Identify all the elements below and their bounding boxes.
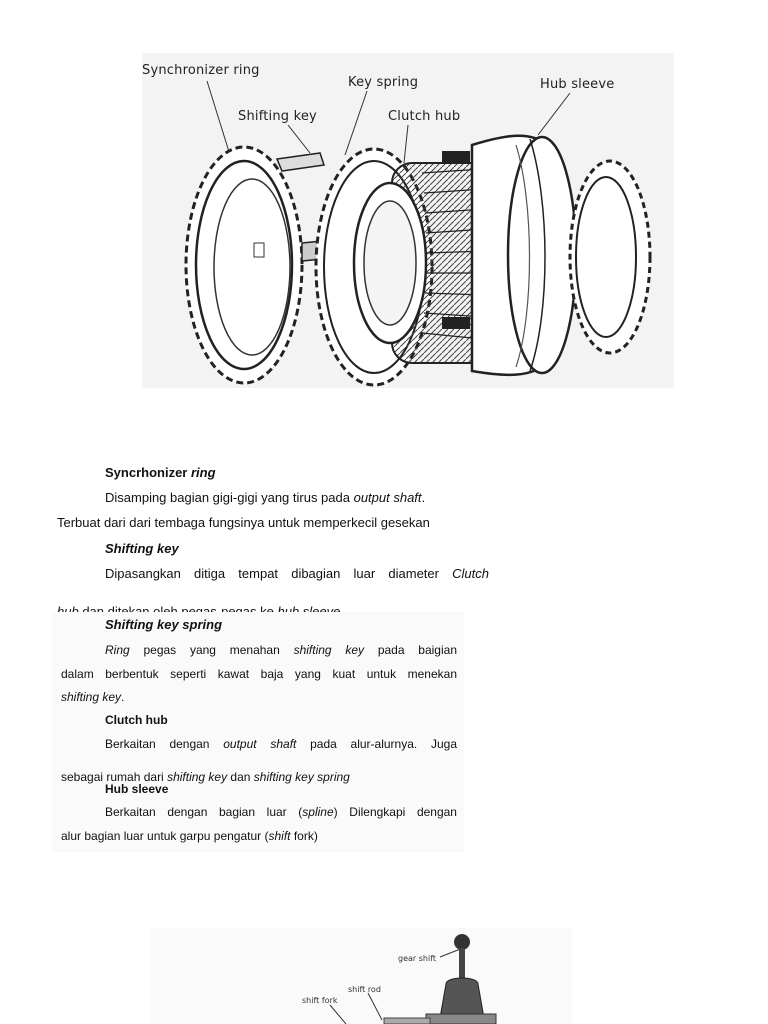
shifting-key-description-line-1: Dipasangkan ditiga tempat dibagian luar diameter Clutch — [105, 566, 489, 581]
synchronizer-ring-right — [570, 161, 650, 353]
label-key-spring: Key spring — [348, 75, 419, 90]
synchronizer-description-line-1: Disamping bagian gigi-gigi yang tirus pada output shaft. — [105, 490, 426, 505]
synchronizer-description-line-2: Terbuat dari dari tembaga fungsinya untuk memperkecil gesekan — [57, 515, 430, 530]
section-heading-shifting-key: Shifting key — [105, 541, 179, 556]
gear-shift-drawing — [150, 928, 572, 1024]
label-gear-shift: gear shift — [398, 954, 437, 963]
shifting-key-spring-line-3: shifting key. — [61, 690, 125, 704]
hub-sleeve-line-2: alur bagian luar untuk garpu pengatur (shift fork) — [61, 829, 318, 843]
gear-shift-figure — [150, 928, 572, 1024]
label-shifting-key: Shifting key — [238, 109, 317, 124]
label-hub-sleeve: Hub sleeve — [540, 77, 615, 92]
label-shift-rod: shift rod — [348, 985, 381, 994]
shifting-key-spring-line-1: Ring pegas yang menahan shifting key pada baigian — [105, 643, 457, 657]
gear-shift-knob — [454, 934, 470, 950]
section-heading-clutch-hub: Clutch hub — [105, 713, 168, 727]
clutch-hub-line-2: sebagai rumah dari shifting key dan shifting key spring — [61, 770, 350, 784]
label-shift-fork: shift fork — [302, 996, 338, 1005]
section-heading-synchronizer-ring: Syncrhonizer ring — [105, 465, 216, 480]
label-synchronizer-ring: Synchronizer ring — [142, 63, 260, 78]
section-heading-shifting-key-spring: Shifting key spring — [105, 617, 223, 632]
hub-sleeve-line-1: Berkaitan dengan bagian luar (spline) Dilengkapi dengan — [105, 805, 457, 819]
synchronizer-drawing — [142, 53, 674, 388]
synchronizer-ring-left — [186, 147, 302, 383]
shifting-key-spring-line-2: dalam berbentuk seperti kawat baja yang kuat untuk menekan — [61, 667, 457, 681]
section-heading-hub-sleeve: Hub sleeve — [105, 782, 169, 796]
clutch-hub-line-1: Berkaitan dengan output shaft pada alur-alurnya. Juga — [105, 737, 458, 751]
label-clutch-hub: Clutch hub — [388, 109, 461, 124]
synchronizer-assembly-figure — [142, 53, 674, 388]
